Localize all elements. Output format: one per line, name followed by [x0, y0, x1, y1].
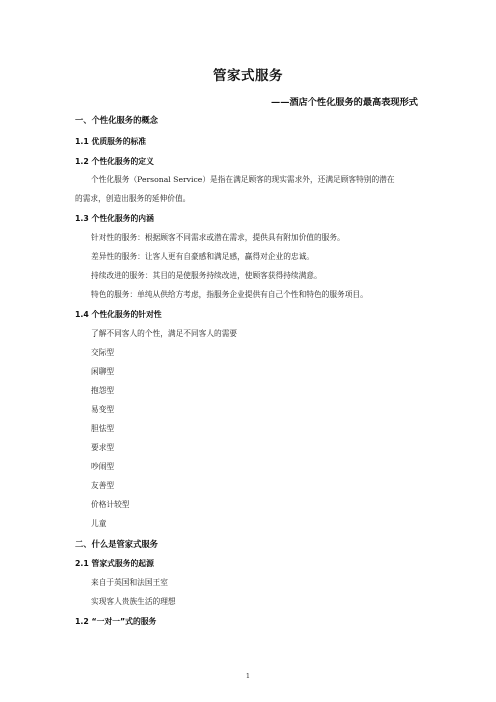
- customer-type: 吵闹型: [91, 462, 115, 471]
- document-title: 管家式服务: [213, 68, 283, 84]
- subsection-2-1: 2.1 管家式服务的起源: [75, 559, 154, 568]
- definition-line-2: 的需求，创造出服务的延伸价值。: [75, 194, 191, 203]
- customer-type: 友善型: [91, 481, 115, 490]
- customer-type: 价格计较型: [91, 500, 130, 509]
- definition-line-1: 个性化服务（Personal Service）是指在满足顾客的现实需求外，还满足顾客特别的潜在: [91, 175, 395, 184]
- subsection-1-2: 1.2 个性化服务的定义: [75, 157, 154, 166]
- section-heading-1: 一、个性化服务的概念: [75, 115, 158, 125]
- customer-type: 易变型: [91, 405, 115, 414]
- subsection-1-3: 1.3 个性化服务的内涵: [75, 214, 154, 223]
- document-subtitle: ——酒店个性化服务的最高表现形式: [271, 97, 418, 108]
- inner-item: 差异性的服务：让客人更有自豪感和满足感，赢得对企业的忠诚。: [91, 252, 314, 261]
- origin-item: 来自于英国和法国王室: [91, 578, 168, 587]
- customer-type: 抱怨型: [91, 386, 115, 395]
- inner-item: 持续改进的服务：其目的是使服务持续改进，使顾客获得持续满意。: [91, 271, 322, 280]
- inner-item: 针对性的服务：根据顾客不同需求或潜在需求，提供具有附加价值的服务。: [91, 233, 345, 242]
- customer-type: 闲聊型: [91, 367, 115, 376]
- target-intro: 了解不同客人的个性，满足不同客人的需要: [91, 329, 238, 338]
- section-heading-2: 二、什么是管家式服务: [75, 539, 158, 549]
- subsection-2-2: 1.2 “一对一”式的服务: [75, 617, 157, 626]
- customer-type: 要求型: [91, 443, 115, 452]
- customer-type: 儿童: [91, 519, 107, 528]
- customer-type: 交际型: [91, 348, 115, 357]
- page-number: 1: [245, 672, 251, 680]
- subsection-1-4: 1.4 个性化服务的针对性: [75, 310, 162, 319]
- inner-item: 特色的服务：单纯从供给方考虑，指服务企业提供有自己个性和特色的服务项目。: [91, 290, 368, 299]
- subsection-1-1: 1.1 优质服务的标准: [75, 137, 147, 146]
- origin-item: 实现客人贵族生活的理想: [91, 597, 176, 606]
- customer-type: 胆怯型: [91, 424, 115, 433]
